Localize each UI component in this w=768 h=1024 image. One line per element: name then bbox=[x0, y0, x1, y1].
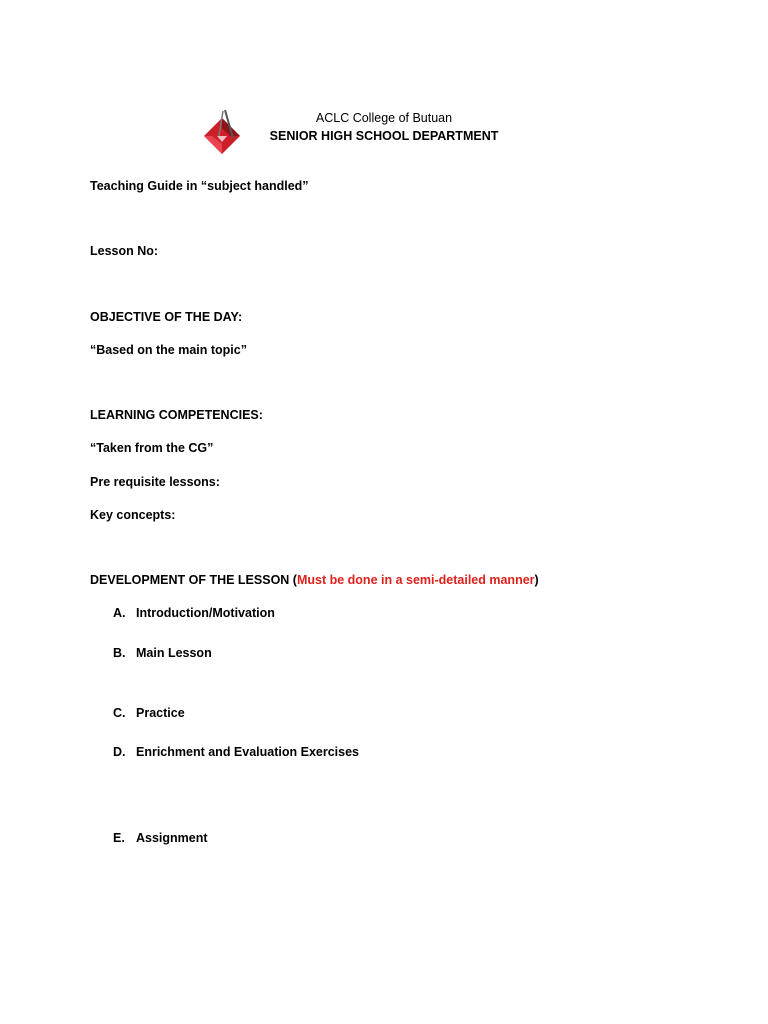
list-item bbox=[113, 606, 275, 620]
development-heading-close: ) bbox=[534, 573, 539, 587]
list-item bbox=[113, 831, 208, 845]
list-item-letter: E. bbox=[113, 831, 125, 845]
list-item-letter: D. bbox=[113, 745, 126, 759]
prerequisite-label: Pre requisite lessons: bbox=[90, 475, 220, 489]
school-name: ACLC College of Butuan bbox=[315, 111, 453, 125]
competencies-value: “Taken from the CG” bbox=[90, 441, 214, 455]
list-item-label: Introduction/Motivation bbox=[136, 606, 275, 620]
list-item-label: Practice bbox=[136, 706, 185, 720]
department-title: SENIOR HIGH SCHOOL DEPARTMENT bbox=[269, 129, 499, 143]
list-item-letter: B. bbox=[113, 646, 126, 660]
teaching-guide-label: Teaching Guide in “subject handled” bbox=[90, 179, 309, 193]
list-item bbox=[113, 646, 212, 660]
list-item bbox=[113, 745, 359, 759]
key-concepts-label: Key concepts: bbox=[90, 508, 176, 522]
semi-detailed-note: Must be done in a semi-detailed manner bbox=[296, 573, 535, 587]
list-item-label: Assignment bbox=[136, 831, 208, 845]
list-item-label: Main Lesson bbox=[136, 646, 212, 660]
list-item-label: Enrichment and Evaluation Exercises bbox=[136, 745, 359, 759]
competencies-heading: LEARNING COMPETENCIES: bbox=[90, 408, 263, 422]
objective-value: “Based on the main topic” bbox=[90, 343, 247, 357]
list-item-letter: C. bbox=[113, 706, 126, 720]
development-heading-text: DEVELOPMENT OF THE LESSON ( bbox=[90, 573, 297, 587]
lesson-no-label: Lesson No: bbox=[90, 244, 159, 258]
list-item-letter: A. bbox=[113, 606, 126, 620]
list-item bbox=[113, 706, 185, 720]
objective-heading: OBJECTIVE OF THE DAY: bbox=[90, 310, 243, 324]
development-heading bbox=[90, 573, 539, 587]
